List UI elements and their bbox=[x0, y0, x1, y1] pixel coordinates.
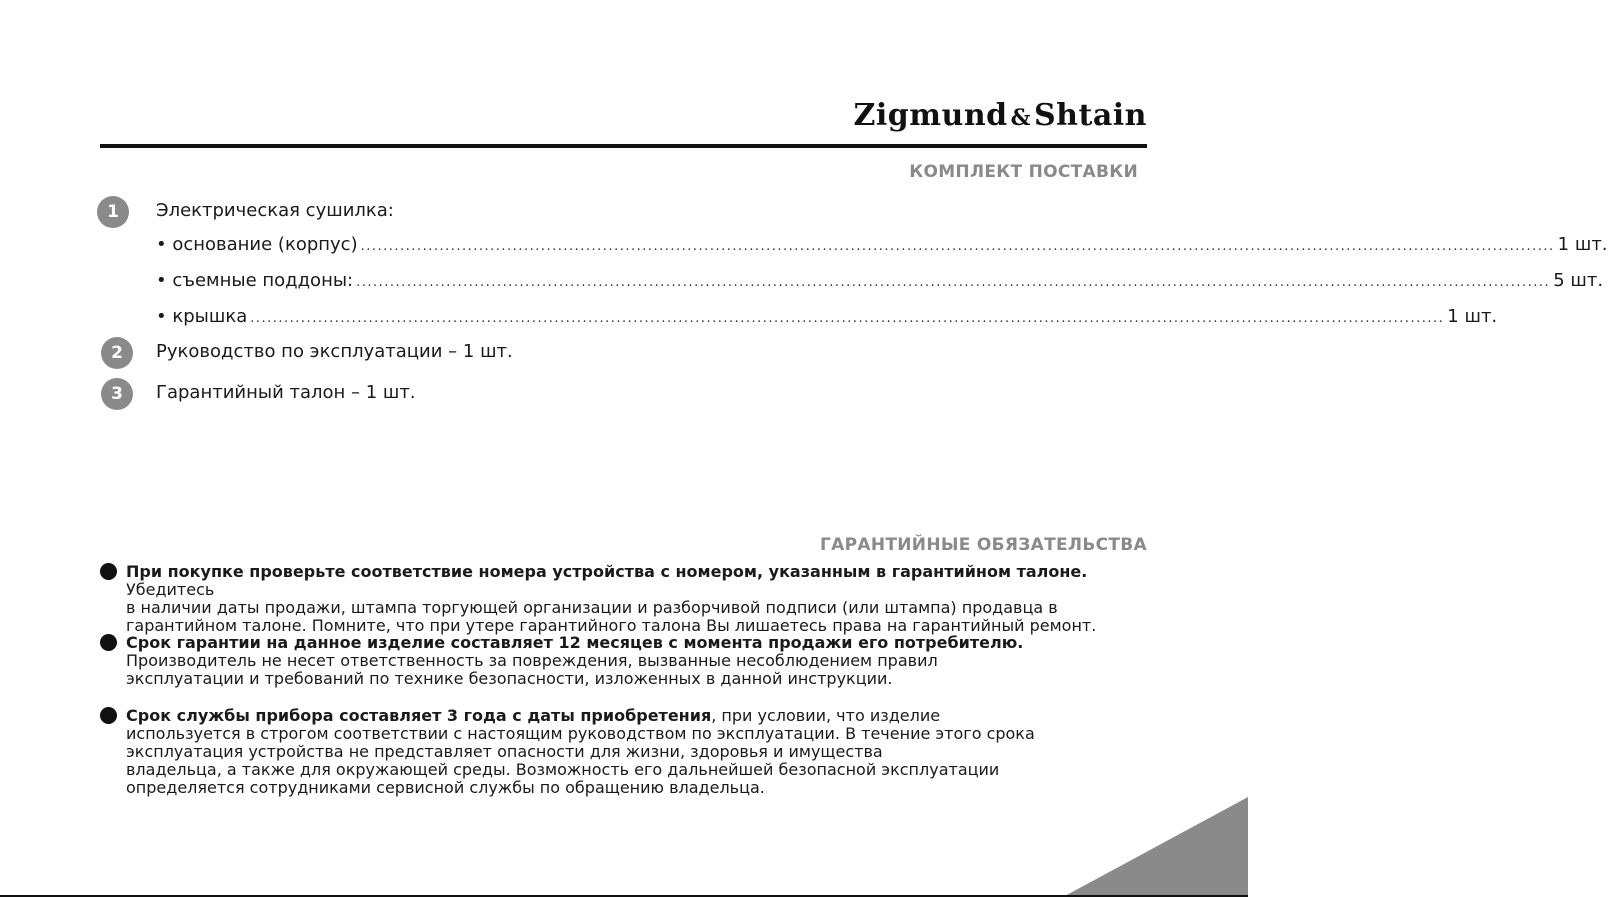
kit-subitem-label: • крышка bbox=[156, 306, 248, 327]
warranty-paragraph-bold: При покупке проверьте соответствие номера устройства с номером, указанным в гарантийном талоне. bbox=[126, 562, 1088, 581]
dot-leader: .................................................................................................................................................................................................................... bbox=[356, 275, 1551, 290]
warranty-paragraph-bold: Срок гарантии на данное изделие составляет 12 месяцев с момента продажи его потребителю. bbox=[126, 633, 1024, 652]
warranty-line: Убедитесь bbox=[126, 580, 215, 599]
warranty-line: Производитель не несет ответственность за повреждения, вызванные несоблюдением правил bbox=[126, 651, 938, 670]
brand-name-part2: Shtain bbox=[1034, 98, 1147, 133]
kit-item-number-1: 1 bbox=[97, 196, 129, 228]
brand-name-part1: Zigmund bbox=[853, 98, 1008, 133]
warranty-paragraph-bold: Срок службы прибора составляет 3 года с даты приобретения bbox=[126, 706, 712, 725]
kit-subitem-qty: 1 шт. bbox=[1447, 306, 1498, 327]
corner-triangle-decoration bbox=[1063, 797, 1248, 897]
kit-subitem-label: • съемные поддоны: bbox=[156, 270, 354, 291]
bullet-dot bbox=[100, 563, 117, 580]
warranty-line: используется в строгом соответствии с настоящим руководством по эксплуатации. В течение этого срока bbox=[126, 724, 1035, 743]
kit-subitem-qty: 5 шт. bbox=[1553, 270, 1604, 291]
dot-leader: .................................................................................................................................................................................................................... bbox=[250, 311, 1445, 326]
warranty-line: эксплуатации и требований по технике безопасности, изложенных в данной инструкции. bbox=[126, 669, 893, 688]
warranty-line: в наличии даты продажи, штампа торгующей организации и разборчивой подписи (или штампа) продавца в bbox=[126, 598, 1058, 617]
warranty-line: эксплуатация устройства не представляет опасности для жизни, здоровья и имущества bbox=[126, 742, 883, 761]
brand-logo bbox=[854, 98, 1147, 133]
kit-item-number-3: 3 bbox=[101, 378, 133, 410]
warranty-paragraph-3 bbox=[126, 707, 1146, 797]
warranty-paragraph-1 bbox=[126, 563, 1146, 635]
warranty-paragraph-2 bbox=[126, 634, 1146, 688]
kit-subitem-label: • основание (корпус) bbox=[156, 234, 358, 255]
kit-subitem-qty: 1 шт. bbox=[1557, 234, 1608, 255]
bullet-dot bbox=[100, 707, 117, 724]
dot-leader: .................................................................................................................................................................................................................... bbox=[360, 239, 1555, 254]
header-rule bbox=[100, 144, 1147, 148]
bullet-dot bbox=[100, 634, 117, 651]
warranty-line: гарантийном талоне. Помните, что при утере гарантийного талона Вы лишаетесь права на гарантийный ремонт. bbox=[126, 616, 1097, 635]
kit-item-number-2: 2 bbox=[101, 337, 133, 369]
warranty-line: владельца, а также для окружающей среды. Возможность его дальнейшей безопасной эксплуатации bbox=[126, 760, 1000, 779]
kit-item-2-text: Руководство по эксплуатации – 1 шт. bbox=[156, 341, 513, 362]
brand-ampersand: & bbox=[1010, 105, 1032, 131]
kit-item-1-text: Электрическая сушилка: bbox=[156, 200, 394, 221]
warranty-line: , при условии, что изделие bbox=[711, 706, 941, 725]
kit-subitem-trays bbox=[156, 270, 1604, 291]
kit-item-3-text: Гарантийный талон – 1 шт. bbox=[156, 382, 416, 403]
warranty-section-title: ГАРАНТИЙНЫЕ ОБЯЗАТЕЛЬСТВА bbox=[820, 535, 1147, 555]
warranty-line: определяется сотрудниками сервисной службы по обращению владельца. bbox=[126, 778, 765, 797]
kit-subitem-lid bbox=[156, 306, 1498, 327]
kit-section-title: КОМПЛЕКТ ПОСТАВКИ bbox=[909, 162, 1138, 182]
kit-subitem-base bbox=[156, 234, 1608, 255]
